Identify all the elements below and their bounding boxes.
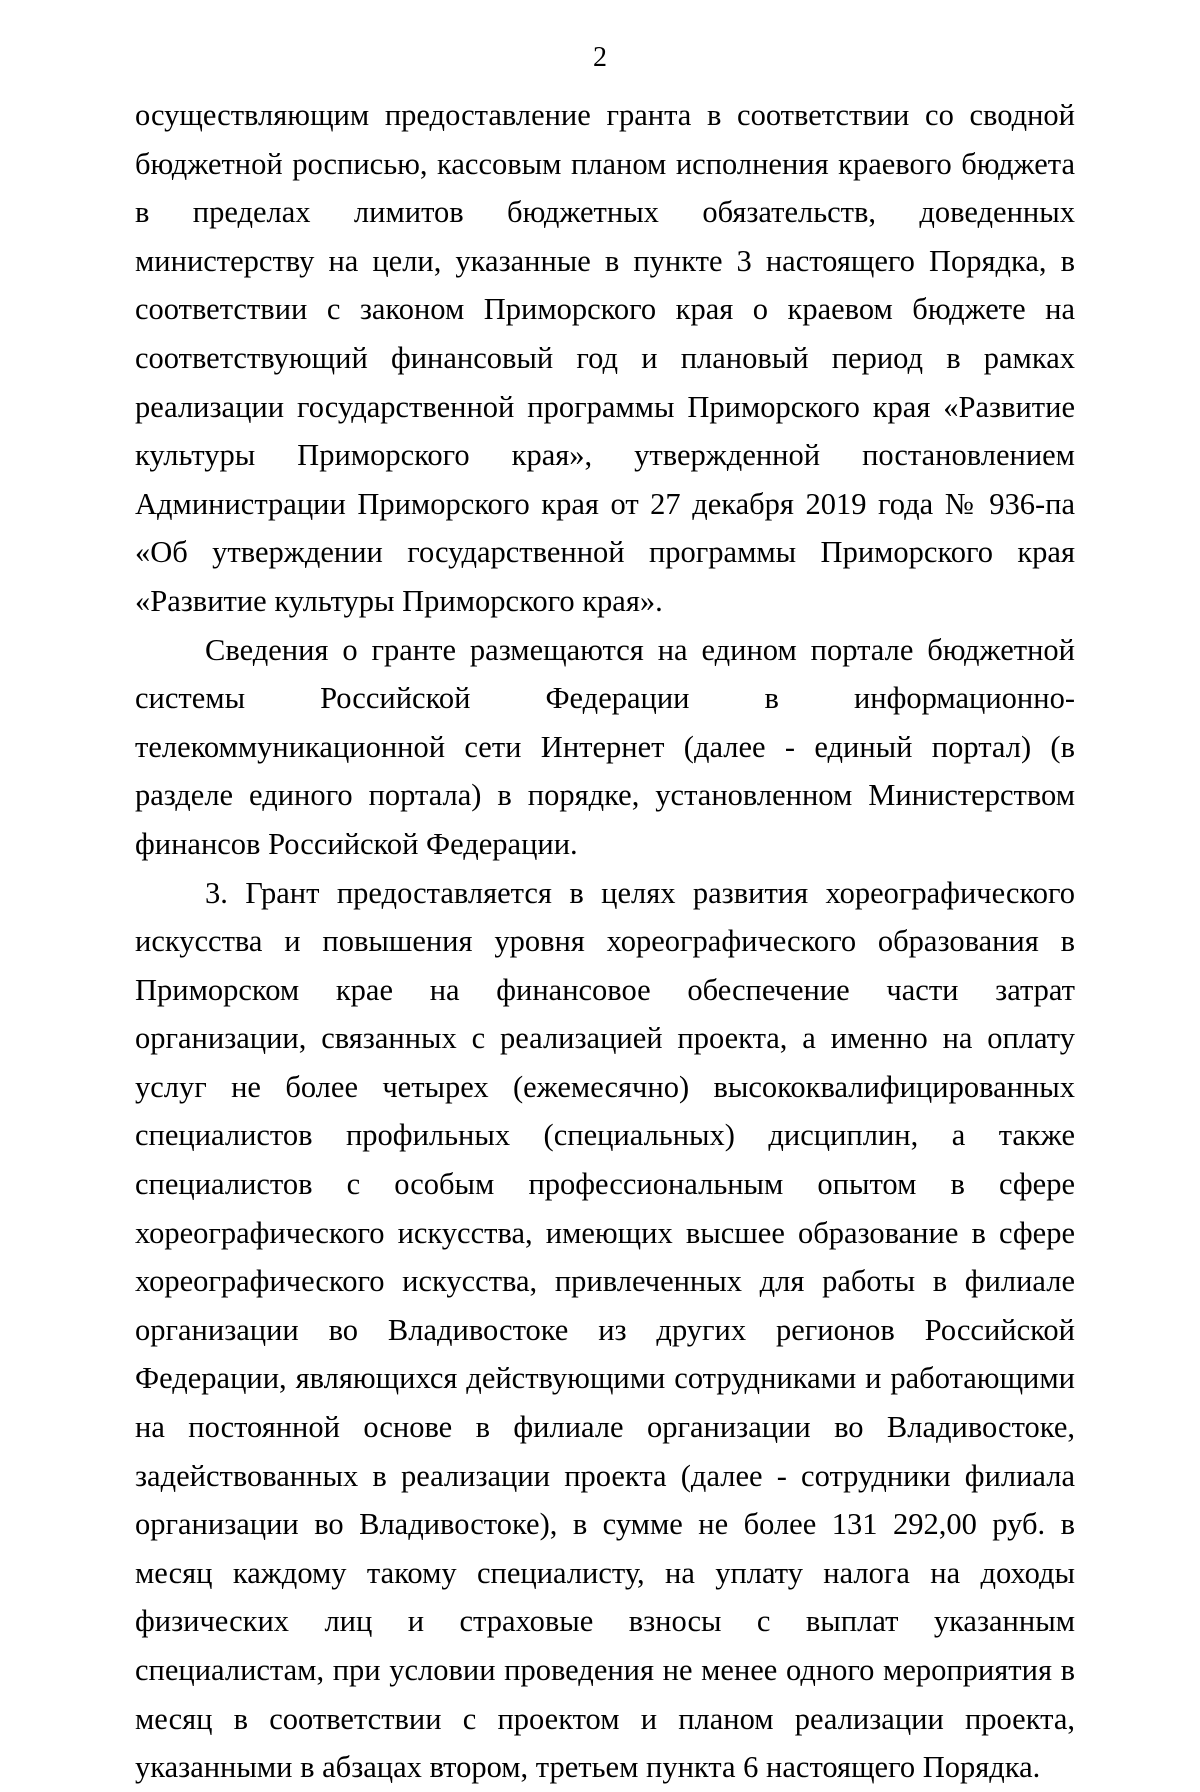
paragraph-grant-funding-source: осуществляющим предоставление гранта в соответствии со сводной бюджетной росписью, кассовым планом исполнения краевого бюджета в пределах лимитов бюджетных обязательств, доведенных министерству на цели, указанные в пункте 3 настоящего Порядка, в соответствии с законом Приморского края о краевом бюджете на соответствующий финансовый год и плановый период в рамках реализации государственной программы Приморского края «Развитие культуры Приморского края», утвержденной постановлением Администрации Приморского края от 27 декабря 2019 года № 936-па «Об утверждении государственной программы Приморского края «Развитие культуры Приморского края». [135, 98, 1075, 618]
page-number: 2 [593, 42, 607, 73]
document-body [135, 91, 1075, 1792]
paragraph-item-3-grant-purpose: 3. Грант предоставляется в целях развития хореографического искусства и повышения уровня хореографического образования в Приморском крае на финансовое обеспечение части затрат организации, связанных с реализацией проекта, а именно на оплату услуг не более четырех (ежемесячно) высококвалифицированных специалистов профильных (специальных) дисциплин, а также специалистов с особым профессиональным опытом в сфере хореографического искусства, имеющих высшее образование в сфере хореографического искусства, привлеченных для работы в филиале организации во Владивостоке из других регионов Российской Федерации, являющихся действующими сотрудниками и работающими на постоянной основе в филиале организации во Владивостоке, задействованных в реализации проекта (далее - сотрудники филиала организации во Владивостоке), в сумме не более 131 292,00 руб. в месяц каждому такому специалисту, на уплату налога на доходы физических лиц и страховые взносы с выплат указанным специалистам, при условии проведения не менее одного мероприятия в месяц в соответствии с проектом и планом реализации проекта, указанными в абзацах втором, третьем пункта 6 настоящего Порядка. [135, 875, 1075, 1785]
paragraph-grant-info-portal: Сведения о гранте размещаются на едином портале бюджетной системы Российской Федерации в информационно-телекоммуникационной сети Интернет (далее - единый портал) (в разделе единого портала) в порядке, установленном Министерством финансов Российской Федерации. [135, 632, 1075, 861]
